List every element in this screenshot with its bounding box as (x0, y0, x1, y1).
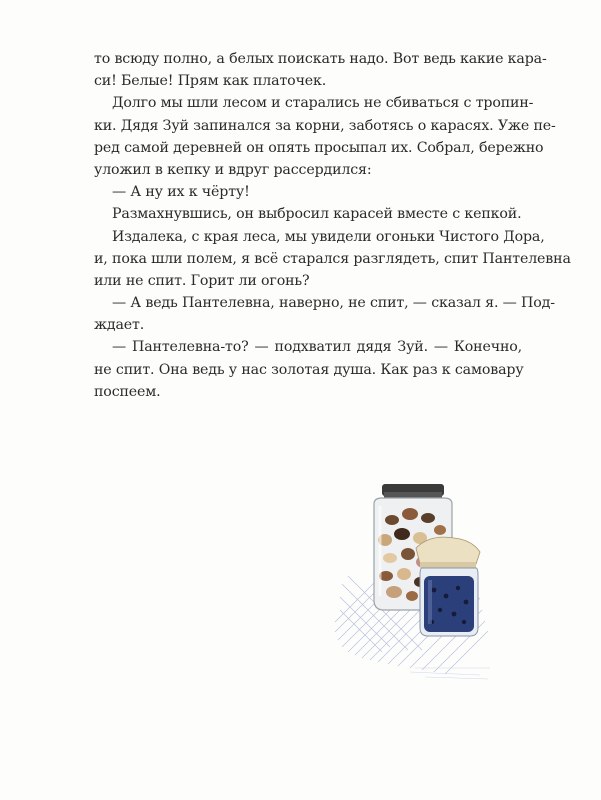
text-line: уложил в кепку и вдруг рассердился: (94, 161, 372, 178)
text-line: Издалека, с края леса, мы увидели огоньки Чистого Дора, (112, 228, 545, 245)
text-line: Долго мы шли лесом и старались не сбиваться с тропин- (112, 95, 534, 112)
text-line: — А ведь Пантелевна, наверно, не спит, — сказал я. — Под- (112, 295, 555, 312)
text-line: — Пантелевна-то? — подхватил дядя Зуй. — Конечно, (112, 339, 522, 356)
text-line: не спит. Она ведь у нас золотая душа. Как раз к самовару (94, 361, 524, 378)
paragraph (94, 92, 556, 181)
text-line: ред самой деревней он опять просыпал их. Собрал, бережно (94, 139, 544, 156)
text-line: Размахнувшись, он выбросил карасей вместе с кепкой. (112, 206, 522, 223)
paragraph (94, 181, 522, 203)
jars-illustration-icon (330, 472, 500, 692)
text-line: и, пока шли полем, я всё старался разглядеть, спит Пантелевна (94, 250, 571, 267)
paragraph (94, 336, 522, 403)
story-text (94, 48, 571, 403)
paragraph (94, 226, 571, 293)
jam-jar (416, 537, 480, 636)
text-line: ки. Дядя Зуй запинался за корни, заботясь о карасях. Уже пе- (94, 117, 556, 134)
text-line: поспеем. (94, 383, 161, 400)
text-line: — А ну их к чёрту! (112, 184, 250, 201)
text-line: или не спит. Горит ли огонь? (94, 272, 310, 289)
paragraph (94, 48, 547, 92)
text-line: ждает. (94, 317, 145, 334)
text-line: си! Белые! Прям как платочек. (94, 73, 327, 90)
text-line: то всюду полно, а белых поискать надо. Вот ведь какие кара- (94, 51, 547, 67)
paragraph (94, 203, 522, 225)
paragraph (94, 292, 555, 336)
